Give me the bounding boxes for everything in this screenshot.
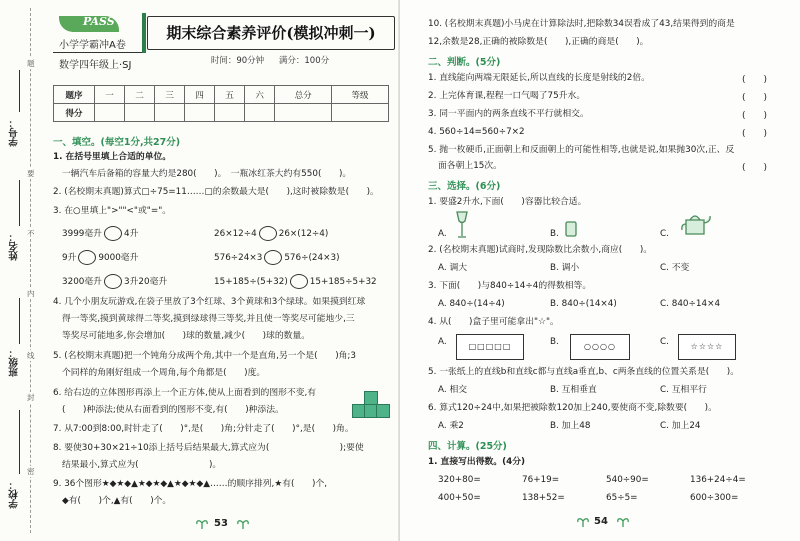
choice-1: 1. 要盛2升水,下面( )容器比较合适。 bbox=[428, 197, 587, 207]
student-name-label: 姓名： bbox=[9, 232, 20, 261]
calc-item[interactable]: 540÷90= bbox=[606, 475, 649, 485]
question-9-line2: ◆有( )个,▲有( )个。 bbox=[62, 496, 172, 506]
cube-block bbox=[364, 391, 378, 405]
box-a-squares: □□□□□ bbox=[456, 334, 524, 360]
section-calculation: 四、计算。(25分) bbox=[428, 441, 507, 452]
choice-6-opt-a[interactable]: A. 乘2 bbox=[438, 421, 464, 431]
calc-item[interactable]: 320+80= bbox=[438, 475, 481, 485]
score-header-row bbox=[54, 86, 389, 104]
score-cell: 总分 bbox=[275, 86, 332, 104]
logo-text: PASS bbox=[83, 15, 115, 28]
question-7: 7. 从7:00到8:00,时针走了( )°,是( )角;分针走了( )°,是( )角。 bbox=[53, 424, 354, 434]
judge-5-line1: 5. 抛一枚硬币,正面朝上和反面朝上的可能性相等,也就是说,如果抛30次,正、反 bbox=[428, 145, 735, 155]
answer-paren[interactable]: ( ) bbox=[742, 93, 768, 103]
question-9-line1: 9. 36个图形★◆★◆▲★◆★◆▲★◆★◆▲……的顺序排列,★有( )个, bbox=[53, 479, 328, 489]
binding-strip bbox=[0, 0, 44, 541]
sprout-icon bbox=[236, 516, 250, 530]
score-cell: 等级 bbox=[332, 86, 389, 104]
binding-char: 线 bbox=[27, 351, 35, 360]
cut-line bbox=[30, 8, 31, 533]
question-5-line2: 个同样的角刚好组成一个周角,每个角都是( )度。 bbox=[62, 368, 266, 378]
wine-glass-icon bbox=[454, 210, 470, 240]
choice-4-opt-b[interactable]: B. bbox=[550, 337, 559, 347]
score-input[interactable] bbox=[125, 104, 155, 122]
score-cell: 四 bbox=[185, 86, 215, 104]
student-name-line bbox=[19, 180, 20, 226]
compare-blank[interactable] bbox=[104, 274, 122, 289]
choice-6: 6. 算式120÷24中,如果把被除数120加上240,要使商不变,除数要( )。 bbox=[428, 403, 717, 413]
compare-row-2: 9升 9000毫升 bbox=[62, 250, 138, 265]
exam-header bbox=[53, 14, 393, 72]
section-fill-blank: 一、填空。(每空1分,共27分) bbox=[53, 137, 181, 148]
score-cell: 六 bbox=[245, 86, 275, 104]
question-10-line1: 10. (名校期末真题)小马虎在计算除法时,把除数34误看成了43,结果得到的商是 bbox=[428, 19, 735, 29]
question-4-line2: 得一等奖,摸到黄球得二等奖,摸到绿球得三等奖,并且使一等奖尽可能地少,三 bbox=[62, 314, 355, 324]
compare-blank[interactable] bbox=[78, 250, 96, 265]
score-input[interactable] bbox=[245, 104, 275, 122]
binding-char: 题 bbox=[27, 59, 35, 68]
student-id-line bbox=[19, 70, 20, 112]
answer-paren[interactable]: ( ) bbox=[742, 129, 768, 139]
question-2: 2. (名校期末真题)算式□÷75=11……□的余数最大是( ),这时被除数是( )。 bbox=[53, 187, 379, 197]
choice-4-opt-a[interactable]: A. bbox=[438, 337, 447, 347]
choice-5-opt-a[interactable]: A. 相交 bbox=[438, 385, 468, 395]
answer-paren[interactable]: ( ) bbox=[742, 75, 768, 85]
calc-instruction: 1. 直接写出得数。(4分) bbox=[428, 457, 526, 467]
exam-full-score: 满分：100分 bbox=[278, 56, 330, 66]
calc-item[interactable]: 136+24÷4= bbox=[690, 475, 746, 485]
cube-block bbox=[376, 404, 390, 418]
choice-3-opt-c[interactable]: C. 840÷14×4 bbox=[660, 299, 721, 309]
choice-6-opt-b[interactable]: B. 加上48 bbox=[550, 421, 591, 431]
right-page bbox=[400, 0, 800, 541]
section-true-false: 二、判断。(5分) bbox=[428, 57, 501, 68]
choice-4: 4. 从( )盒子里可能拿出"☆"。 bbox=[428, 317, 559, 327]
compare-blank[interactable] bbox=[264, 250, 282, 265]
score-cell: 一 bbox=[95, 86, 125, 104]
page-number-left: 53 bbox=[214, 518, 228, 529]
title-box bbox=[147, 16, 395, 50]
judge-3: 3. 同一平面内的两条直线不平行就相交。 bbox=[428, 109, 589, 119]
question-1-items: 一辆汽车后备箱的容量大约是280( )。 一瓶冰红茶大约有550( )。 bbox=[62, 169, 352, 179]
compare-blank[interactable] bbox=[259, 226, 277, 241]
score-cell: 三 bbox=[155, 86, 185, 104]
choice-2-opt-c[interactable]: C. 不变 bbox=[660, 263, 690, 273]
compare-blank[interactable] bbox=[290, 274, 308, 289]
judge-1: 1. 直线能向两端无限延长,所以直线的长度是射线的2倍。 bbox=[428, 73, 650, 83]
score-cell: 二 bbox=[125, 86, 155, 104]
student-id-label: 学号： bbox=[9, 118, 20, 147]
choice-3-opt-a[interactable]: A. 840÷(14÷4) bbox=[438, 299, 505, 309]
pass-logo bbox=[59, 14, 133, 34]
choice-1-opt-b[interactable]: B. bbox=[550, 229, 559, 239]
cube-figure bbox=[352, 388, 392, 420]
choice-2: 2. (名校期末真题)试商时,发现除数比余数小,商应( )。 bbox=[428, 245, 653, 255]
compare-row-3b: 15+185÷(5+32) 15+185÷5+32 bbox=[214, 274, 377, 289]
exam-meta bbox=[147, 54, 393, 66]
choice-3: 3. 下面( )与840÷14÷4的得数相等。 bbox=[428, 281, 592, 291]
question-4-line1: 4. 几个小朋友玩游戏,在袋子里放了3个红球、3个黄球和3个绿球。如果摸到红球 bbox=[53, 297, 366, 307]
calc-item[interactable]: 76+19= bbox=[522, 475, 560, 485]
exam-time: 时间：90分钟 bbox=[210, 56, 265, 66]
judge-2: 2. 上完体育课,程程一口气喝了75升水。 bbox=[428, 91, 586, 101]
question-8-line1: 8. 要使30+30×21÷10添上括号后结果最大,算式应为( );要使 bbox=[53, 443, 364, 453]
question-10-line2: 12,余数是28,正确的被除数是( ),正确的商是( )。 bbox=[428, 37, 649, 47]
choice-2-opt-b[interactable]: B. 调小 bbox=[550, 263, 580, 273]
class-label: 班级： bbox=[9, 348, 20, 377]
choice-1-opt-a[interactable]: A. bbox=[438, 229, 447, 239]
judge-5-line2: 面各朝上15次。 bbox=[438, 161, 502, 171]
series-name: 小学学霸冲A卷 bbox=[59, 40, 126, 51]
calc-item[interactable]: 65÷5= bbox=[606, 493, 638, 503]
choice-1-opt-c[interactable]: C. bbox=[660, 229, 669, 239]
choice-5: 5. 一张纸上的直线b和直线c都与直线a垂直,b、c两条直线的位置关系是( )。 bbox=[428, 367, 739, 377]
compare-row-1b: 26×12÷4 26×(12÷4) bbox=[214, 226, 328, 241]
box-c-stars: ☆☆☆☆ bbox=[678, 334, 736, 360]
question-5-line1: 5. (名校期末真题)把一个钝角分成两个角,其中一个是直角,另一个是( )角;3 bbox=[53, 351, 356, 361]
score-table bbox=[53, 85, 389, 122]
score-value-row bbox=[54, 104, 389, 122]
school-line bbox=[19, 410, 20, 474]
calc-item[interactable]: 400+50= bbox=[438, 493, 481, 503]
sprout-icon bbox=[616, 514, 630, 528]
sprout-icon bbox=[195, 516, 209, 530]
question-4-line3: 等奖尽可能地多,你会增加( )球的数量,减少( )球的数量。 bbox=[62, 331, 311, 341]
choice-5-opt-b[interactable]: B. 互相垂直 bbox=[550, 385, 597, 395]
binding-char: 要 bbox=[27, 169, 35, 178]
score-input[interactable] bbox=[275, 104, 332, 122]
binding-char: 封 bbox=[27, 393, 35, 402]
score-cell: 得分 bbox=[54, 104, 95, 122]
answer-paren[interactable]: ( ) bbox=[742, 111, 768, 121]
section-multiple-choice: 三、选择。(6分) bbox=[428, 181, 501, 192]
score-cell: 题序 bbox=[54, 86, 95, 104]
score-cell: 五 bbox=[215, 86, 245, 104]
score-input[interactable] bbox=[332, 104, 389, 122]
score-input[interactable] bbox=[155, 104, 185, 122]
binding-char: 密 bbox=[27, 467, 35, 476]
grade-label: 数学四年级上·SJ bbox=[59, 60, 132, 71]
answer-paren[interactable]: ( ) bbox=[742, 163, 768, 173]
score-input[interactable] bbox=[215, 104, 245, 122]
binding-char: 内 bbox=[27, 289, 35, 298]
kettle-icon bbox=[678, 208, 712, 238]
compare-blank[interactable] bbox=[104, 226, 122, 241]
binding-char: 不 bbox=[27, 229, 35, 238]
compare-row-2b: 576÷24×3 576÷(24×3) bbox=[214, 250, 340, 265]
box-b-circles: ○○○○ bbox=[570, 334, 630, 360]
title-accent bbox=[142, 13, 146, 53]
question-6-line1: 6. 给右边的立体图形再添上一个正方体,使从上面看到的图形不变,有 bbox=[53, 388, 317, 398]
score-input[interactable] bbox=[95, 104, 125, 122]
class-line bbox=[19, 298, 20, 344]
header-divider bbox=[53, 52, 145, 53]
page-number-right: 54 bbox=[594, 516, 608, 527]
calc-item[interactable]: 138+52= bbox=[522, 493, 565, 503]
choice-3-opt-b[interactable]: B. 840÷(14×4) bbox=[550, 299, 617, 309]
choice-5-opt-c[interactable]: C. 互相平行 bbox=[660, 385, 707, 395]
question-6-line2: ( )种添法;使从右面看到的图形不变,有( )种添法。 bbox=[62, 405, 284, 415]
compare-row-1: 3999毫升 4升 bbox=[62, 226, 138, 241]
exam-title: 期末综合素养评价(模拟冲刺一) bbox=[166, 24, 376, 42]
choice-4-opt-c[interactable]: C. bbox=[660, 337, 669, 347]
cup-icon bbox=[564, 220, 578, 238]
compare-row-3: 3200毫升 3升20毫升 bbox=[62, 274, 167, 289]
judge-4: 4. 560÷14=560÷7×2 bbox=[428, 127, 525, 137]
score-input[interactable] bbox=[185, 104, 215, 122]
sprout-icon bbox=[576, 514, 590, 528]
choice-6-opt-c[interactable]: C. 加上24 bbox=[660, 421, 701, 431]
question-8-line2: 结果最小,算式应为( )。 bbox=[62, 460, 222, 470]
question-3: 3. 在○里填上">""<"或"="。 bbox=[53, 206, 172, 216]
calc-item[interactable]: 600÷300= bbox=[690, 493, 739, 503]
school-label: 学校： bbox=[9, 480, 20, 509]
question-1: 1. 在括号里填上合适的单位。 bbox=[53, 152, 172, 162]
choice-2-opt-a[interactable]: A. 调大 bbox=[438, 263, 468, 273]
